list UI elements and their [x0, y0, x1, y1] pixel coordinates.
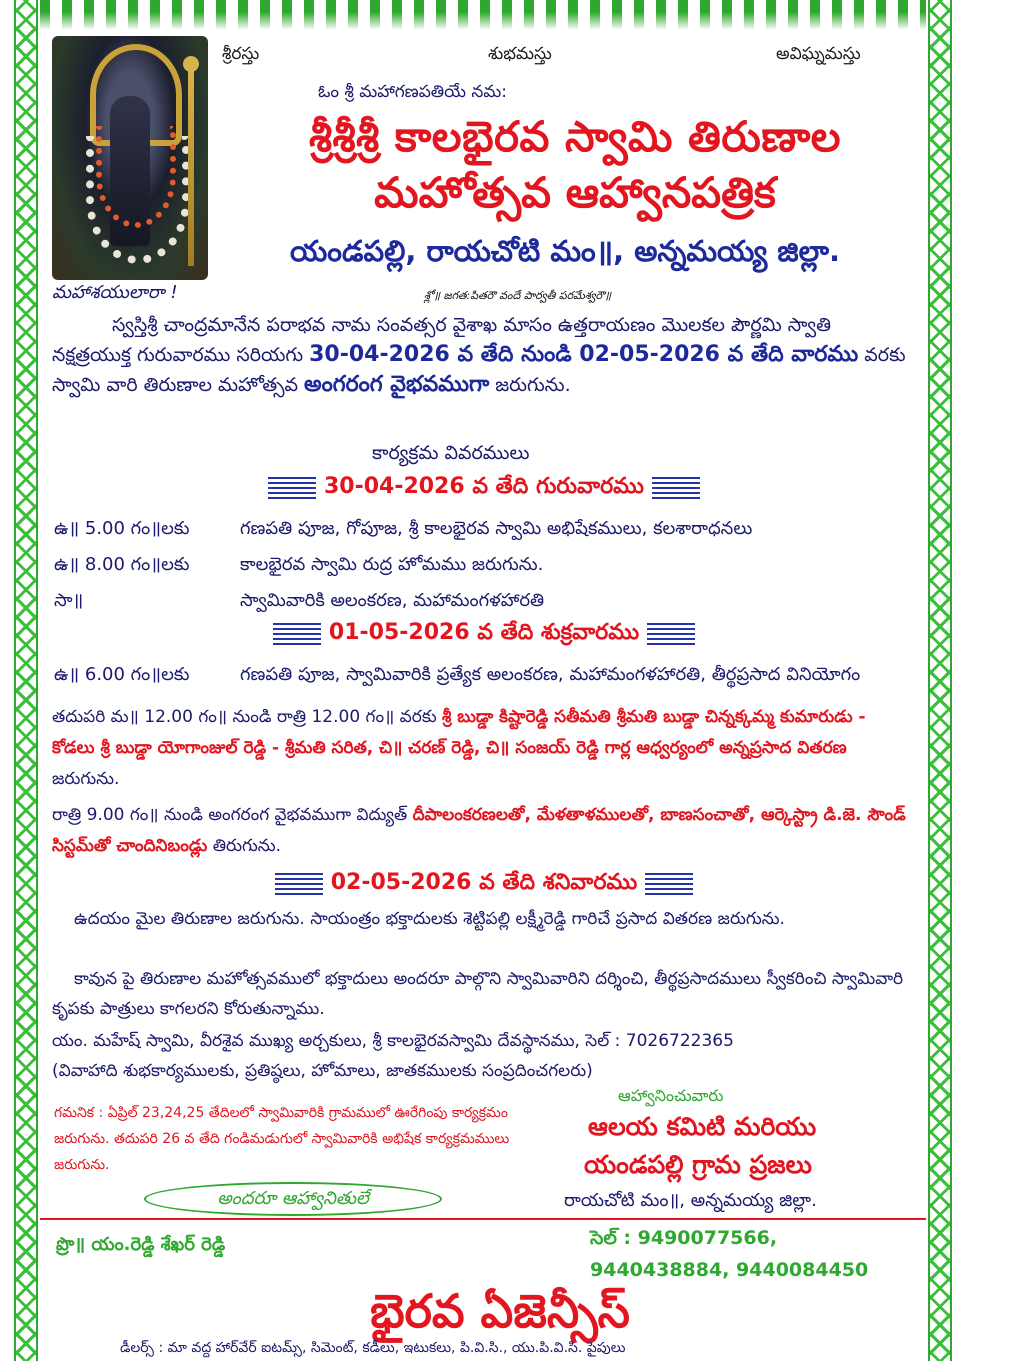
intro-text-c: జరుగును.	[489, 374, 571, 396]
inviters-line1: ఆలయ కమిటి మరియు	[588, 1112, 817, 1141]
day2-heading	[214, 620, 754, 650]
dealers-line: డీలర్స్ : మా వద్ద హార్‌వేర్ ఐటమ్స్, సిమెంట్, కడీలు, ఇటుకలు, పి.వి.సి., యు.పి.వి.సి. పైపులు	[120, 1340, 626, 1356]
salutation: మహాశయులారా !	[52, 282, 178, 303]
priest-note: (వివాహాది శుభకార్యములకు, ప్రతిష్ఠలు, హోమాలు, జాతకములకు సంప్రదించగలరు)	[52, 1061, 593, 1081]
inviters-place: రాయచోటి మం॥, అన్నమయ్య జిల్లా.	[564, 1190, 817, 1211]
intro-paragraph	[52, 310, 912, 400]
day3-paragraph-2: కావున పై తిరుణాల మహోత్సవములో భక్తాదులు అందరూ పాల్గొని స్వామివారిని దర్శించి, తీర్థప్రసాదములు స్వీకరించి స్వామివారి కృపకు పాత్రులు కాగలరని కోరుతున్నాము.	[52, 969, 904, 1019]
intro-date-range: 30-04-2026 వ తేది నుండి 02-05-2026 వ తేది వారము	[309, 342, 859, 367]
annadanam-donors: శ్రీ బుడ్డా కిష్టారెడ్డి సతీమతి శ్రీమతి బుడ్డా చిన్నక్కమ్మ కుమారుడు - కోడలు శ్రీ బుడ్డా యోగాంజుల్ రెడ్డి - శ్రీమతి సరిత, చి॥ చరణ్ రెడ్డి, చి॥ సంజయ్ రెడ్డి గార్ల ఆధ్వర్యంలో అన్నప్రసాద వితరణ	[52, 707, 866, 758]
right-border-decoration	[928, 0, 952, 1361]
day3-paragraph-1: ఉదయం మైల తిరుణాల జరుగును. సాయంత్రం భక్తాదులకు శెట్టిపల్లి లక్ష్మీరెడ్డి గారిచే ప్రసాద వితరణ జరుగును.	[74, 909, 785, 929]
inviters-line2: యండపల్లి గ్రామ ప్రజలు	[584, 1150, 812, 1179]
day2-event-1: గణపతి పూజ, స్వామివారికి ప్రత్యేక అలంకరణ, మహామంగళహారతి, తీర్థప్రసాద వినియోగం	[240, 664, 861, 685]
day1-event-1: గణపతి పూజ, గోపూజ, శ్రీ కాలభైరవ స్వామి అభిషేకములు, కలశారాధనలు	[240, 518, 753, 539]
night-prefix: రాత్రి 9.00 గం॥ నుండి అంగరంగ వైభవముగా విద్యుత్	[52, 805, 413, 825]
blessing-avighnamastu: అవిఘ్నమస్తు	[776, 44, 861, 64]
day1-heading-text: 30-04-2026 వ తేది గురువారము	[323, 474, 645, 499]
day1-event-2: కాలభైరవ స్వామి రుద్ర హోమము జరుగును.	[240, 554, 544, 575]
venue: యండపల్లి, రాయచోటి మం॥, అన్నమయ్య జిల్లా.	[290, 234, 840, 268]
annadanam-prefix: తదుపరి మ॥ 12.00 గం॥ నుండి రాత్రి 12.00 గం॥ వరకు	[52, 707, 443, 727]
top-bunting-decoration	[40, 0, 926, 30]
shloka: శ్లో॥ జగత:పితరౌ వందే పార్వతీ పరమేశ్వరౌ॥	[424, 289, 612, 302]
agency-name: భైరవ ఏజెన్సీస్	[370, 1284, 630, 1338]
proprietor: ప్రొ॥ యం.రెడ్డి శేఖర్ రెడ్డి	[56, 1234, 226, 1255]
night-paragraph	[52, 800, 912, 862]
lines-icon	[652, 477, 700, 501]
intro-text-b: వరకు స్వామి వారి తిరుణాల మహోత్సవ	[52, 344, 906, 396]
day1-time-2: ఉ॥ 8.00 గం॥లకు	[54, 554, 190, 575]
blessing-srirastu: శ్రీరస్తు	[222, 44, 260, 64]
lines-icon	[273, 623, 321, 647]
day1-time-1: ఉ॥ 5.00 గం॥లకు	[54, 518, 190, 539]
intro-highlight: అంగరంగ వైభవముగా	[304, 372, 490, 397]
night-suffix: తిరుగును.	[207, 836, 282, 856]
lines-icon	[275, 873, 323, 897]
phone-line-2: 9440438884, 9440084450	[590, 1259, 869, 1281]
footer-divider	[40, 1218, 926, 1220]
day3-heading	[214, 870, 754, 900]
day1-heading	[214, 474, 754, 504]
lines-icon	[268, 477, 316, 501]
night-highlight: దీపాలంకరణలతో, మేళతాళములతో, బాణసంచాతో, ఆర్కెస్ట్రా డి.జె. సౌండ్ సిస్టమ్‌తో చాందినిబండ్లు	[52, 805, 906, 856]
annadanam-paragraph	[52, 702, 912, 795]
phone-numbers	[590, 1222, 920, 1286]
day2-heading-text: 01-05-2026 వ తేది శుక్రవారము	[328, 620, 640, 645]
day3-heading-text: 02-05-2026 వ తేది శనివారము	[330, 870, 638, 895]
annadanam-suffix: జరుగును.	[52, 769, 120, 789]
phone-line-1: సెల్ : 9490077566,	[590, 1227, 778, 1249]
day1-time-3: సా॥	[54, 590, 84, 611]
all-invited-badge: అందరూ ఆహ్వానితులే	[144, 1182, 442, 1216]
day2-time-1: ఉ॥ 6.00 గం॥లకు	[54, 664, 190, 685]
deity-image	[52, 36, 208, 280]
program-heading: కార్యక్రమ వివరములు	[372, 442, 530, 464]
day1-event-3: స్వామివారికి అలంకరణ, మహామంగళహారతి	[240, 590, 545, 611]
inviters-label: ఆహ్వానించువారు	[618, 1086, 724, 1105]
lines-icon	[645, 873, 693, 897]
page-title-line2: మహోత్సవ ఆహ్వానపత్రిక	[374, 168, 776, 217]
note: గమనిక : ఏప్రిల్ 23,24,25 తేదిలలో స్వామివారికి గ్రామములో ఊరేగింపు కార్యక్రమం జరుగును. తదుపరి 26 వ తేది గండిమడుగులో స్వామివారికి అభిషేక కార్యక్రమములు జరుగును.	[54, 1105, 510, 1173]
priest-contact: యం. మహేష్ స్వామి, వీరశైవ ముఖ్య అర్చకులు, శ్రీ కాలభైరవస్వామి దేవస్థానము, సెల్ : 7026722365	[52, 1031, 734, 1051]
left-border-decoration	[14, 0, 38, 1361]
lines-icon	[647, 623, 695, 647]
page-title-line1: శ్రీశ్రీశ్రీ కాలభైరవ స్వామి తిరుణాల	[308, 112, 842, 161]
blessing-subhamastu: శుభమస్తు	[488, 44, 552, 64]
invocation: ఓం శ్రీ మహాగణపతియే నమ:	[318, 82, 507, 102]
intro-text-a: స్వస్తిశ్రీ చాంద్రమానేన పరాభవ నామ సంవత్సర వైశాఖ మాసం ఉత్తరాయణం మొలకల పౌర్ణమి స్వాతి నక్షత్రయుక్త గురువారము సరియగు	[52, 314, 831, 366]
